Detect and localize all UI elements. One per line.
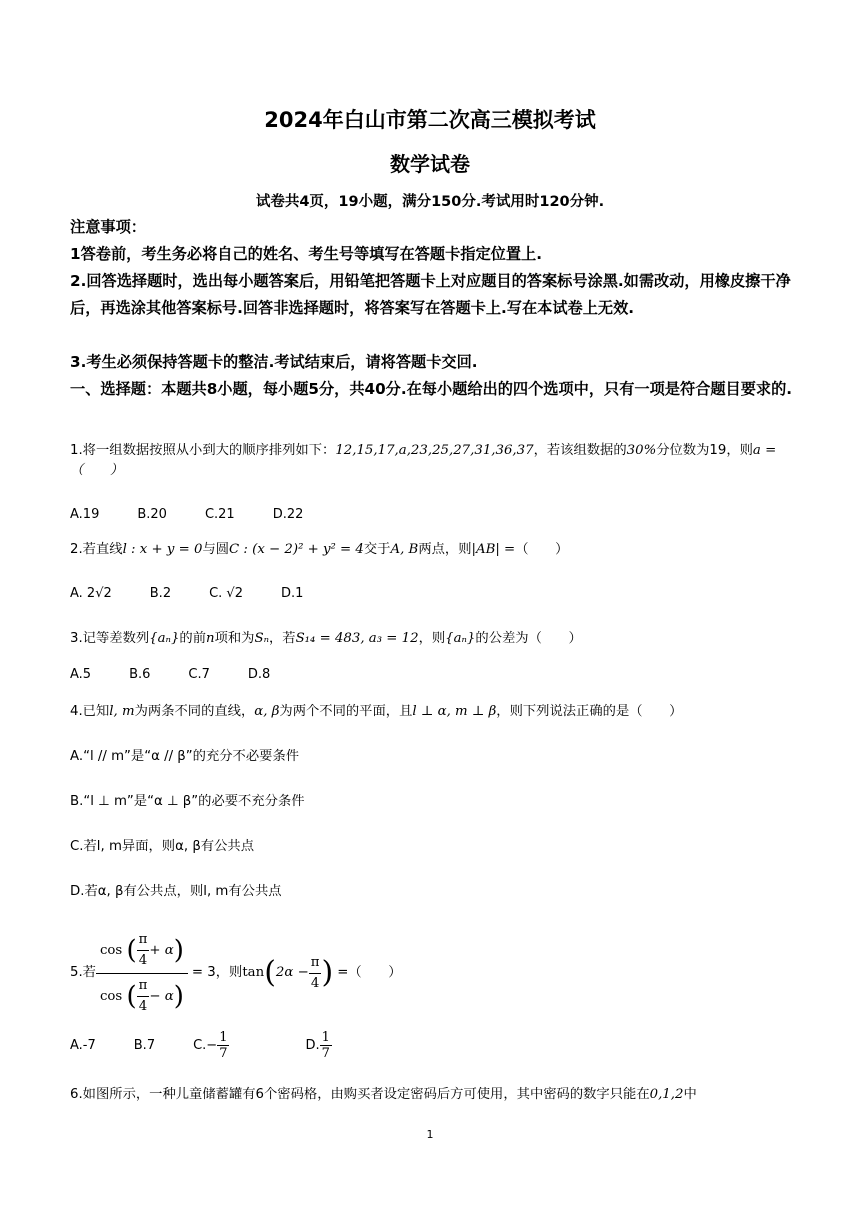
q2-option-c: C. √2 bbox=[209, 586, 243, 601]
q1-data: 12,15,17,a,23,25,27,31,36,37 bbox=[335, 443, 534, 458]
question-5: 5.若 cos ( $\frac{\pi}{4}$ + α) cos ( $\frac{\pi}{4}$ − α) = 3，则 tan ( 2α − $\frac{\pi}{4}$ ) =（ ） bbox=[70, 927, 800, 1019]
q3-stem-c: 项和为 bbox=[214, 631, 255, 646]
q3-stem-b: 的前 bbox=[179, 631, 207, 646]
page-number: 1 bbox=[426, 1128, 434, 1141]
q4-option-c: C.若l, m异面，则α, β有公共点 bbox=[70, 839, 254, 854]
q4-lines: l, m bbox=[109, 704, 135, 719]
q5-eq: = 3，则 bbox=[191, 965, 243, 980]
q5-pi-over-4-b: $\frac{\pi}{4}$ bbox=[138, 977, 148, 1014]
notice-item-2: 2.回答选择题时，选出每小题答案后，用铅笔把答题卡上对应题目的答案标号涂黑.如需改动，用橡皮擦干净后，再选涂其他答案标号.回答非选择题时，将答案写在答题卡上.写在本试卷上无效. bbox=[70, 272, 791, 317]
exam-title: 2024年白山市第二次高三模拟考试 bbox=[264, 108, 596, 132]
q5-option-d-fraction: $\frac{1}{7}$ bbox=[321, 1030, 330, 1061]
q5-tan-arg: 2α − bbox=[275, 965, 309, 980]
q3-stem-f: 的公差为（ ） bbox=[475, 631, 582, 646]
q3-stem-e: ，则 bbox=[418, 631, 446, 646]
q6-stem: 6.如图所示，一种儿童储蓄罐有6个密码格，由购买者设定密码后方可使用，其中密码的数字只能在 bbox=[70, 1087, 650, 1102]
q5-ask: =（ ） bbox=[337, 965, 402, 980]
q3-option-b: B.6 bbox=[129, 667, 151, 682]
question-6 bbox=[70, 1085, 800, 1105]
q3-stem-d: ，若 bbox=[268, 631, 296, 646]
q2-options bbox=[70, 586, 341, 601]
q2-points: A, B bbox=[390, 542, 419, 557]
q2-stem-e: （ ） bbox=[515, 542, 569, 557]
q1-stem-b: ，若该组数据的 bbox=[533, 443, 627, 458]
q2-stem-a: 2.若直线 bbox=[70, 542, 123, 557]
q6-tail: 中 bbox=[683, 1087, 697, 1102]
q5-option-c-fraction: $\frac{1}{7}$ bbox=[219, 1030, 228, 1061]
subject-title: 数学试卷 bbox=[390, 152, 470, 176]
q4-stem-b: 为两条不同的直线， bbox=[134, 704, 255, 719]
notice-item-1: 1答卷前，考生务必将自己的姓名、考生号等填写在答题卡指定位置上. bbox=[70, 245, 542, 263]
q3-options bbox=[70, 667, 308, 682]
q4-stem-d: ，则下列说法正确的是（ ） bbox=[496, 704, 683, 719]
q1-option-b: B.20 bbox=[137, 507, 167, 522]
question-2 bbox=[70, 540, 800, 560]
q5-options bbox=[70, 1030, 408, 1061]
q2-option-a: A. 2√2 bbox=[70, 586, 112, 601]
q4-option-d: D.若α, β有公共点，则l, m有公共点 bbox=[70, 884, 282, 899]
question-1 bbox=[70, 441, 800, 481]
q5-option-b: B.7 bbox=[133, 1038, 156, 1053]
q2-stem-b: 与圆 bbox=[202, 542, 230, 557]
q4-option-b: B.“l ⊥ m”是“α ⊥ β”的必要不充分条件 bbox=[70, 794, 305, 809]
q1-option-c: C.21 bbox=[204, 507, 235, 522]
notice-item-3: 3.考生必须保持答题卡的整洁.考试结束后，请将答题卡交回. bbox=[70, 353, 478, 371]
q2-circle: C : (x − 2)² + y² = 4 bbox=[229, 542, 364, 557]
q5-option-a: A.-7 bbox=[70, 1038, 96, 1053]
notice-heading: 注意事项： bbox=[70, 218, 146, 236]
q1-option-d: D.22 bbox=[272, 507, 304, 522]
q2-option-b: B.2 bbox=[149, 586, 172, 601]
q3-option-a: A.5 bbox=[70, 667, 92, 682]
q3-seq: {aₙ} bbox=[149, 631, 180, 646]
q3-n: n bbox=[206, 631, 215, 646]
q2-ask: |AB| = bbox=[471, 542, 516, 557]
q3-option-c: C.7 bbox=[188, 667, 210, 682]
q2-stem-d: 两点，则 bbox=[418, 542, 472, 557]
q5-pi-over-4-c: $\frac{\pi}{4}$ bbox=[310, 954, 320, 991]
q4-stem-a: 4.已知 bbox=[70, 704, 110, 719]
q3-condition: S₁₄ = 483, a₃ = 12 bbox=[295, 631, 419, 646]
q5-cos-num: cos bbox=[99, 942, 123, 958]
q3-option-d: D.8 bbox=[247, 667, 271, 682]
exam-info: 试卷共4页，19小题，满分150分.考试用时120分钟. bbox=[255, 194, 605, 210]
q5-option-d: D. bbox=[305, 1038, 320, 1053]
q2-line: l : x + y = 0 bbox=[122, 542, 203, 557]
q5-main-fraction: cos ( $\frac{\pi}{4}$ + α) cos ( $\frac{\pi}{4}$ − α) bbox=[96, 928, 188, 1019]
q5-cos-den: cos bbox=[99, 988, 123, 1004]
q5-lead: 5.若 bbox=[70, 965, 96, 980]
question-4 bbox=[70, 702, 800, 722]
q1-options bbox=[70, 507, 341, 522]
q3-seq-2: {aₙ} bbox=[445, 631, 476, 646]
q4-planes: α, β bbox=[254, 704, 280, 719]
q3-sn: Sₙ bbox=[254, 631, 269, 646]
q5-pi-over-4-a: $\frac{\pi}{4}$ bbox=[138, 931, 148, 968]
q4-stem-c: 为两个不同的平面，且 bbox=[279, 704, 413, 719]
question-3 bbox=[70, 629, 800, 649]
q1-ask: a =（ ） bbox=[70, 443, 777, 478]
q1-pct: 30% bbox=[626, 443, 657, 458]
q1-option-a: A.19 bbox=[70, 507, 100, 522]
q6-digits: 0,1,2 bbox=[649, 1087, 684, 1102]
section-heading: 一、选择题：本题共8小题，每小题5分，共40分.在每小题给出的四个选项中，只有一项是符合题目要求的. bbox=[70, 380, 793, 398]
q4-condition: l ⊥ α, m ⊥ β bbox=[412, 704, 497, 719]
q5-option-c: C.− bbox=[193, 1038, 218, 1053]
q2-stem-c: 交于 bbox=[363, 542, 391, 557]
q1-stem-c: 分位数为19，则 bbox=[656, 443, 753, 458]
q4-option-a: A.“l // m”是“α // β”的充分不必要条件 bbox=[70, 749, 300, 764]
q2-option-d: D.1 bbox=[281, 586, 304, 601]
q3-stem-a: 3.记等差数列 bbox=[70, 631, 150, 646]
q1-stem-a: 1.将一组数据按照从小到大的顺序排列如下： bbox=[70, 443, 336, 458]
q5-tan: tan bbox=[242, 965, 265, 980]
